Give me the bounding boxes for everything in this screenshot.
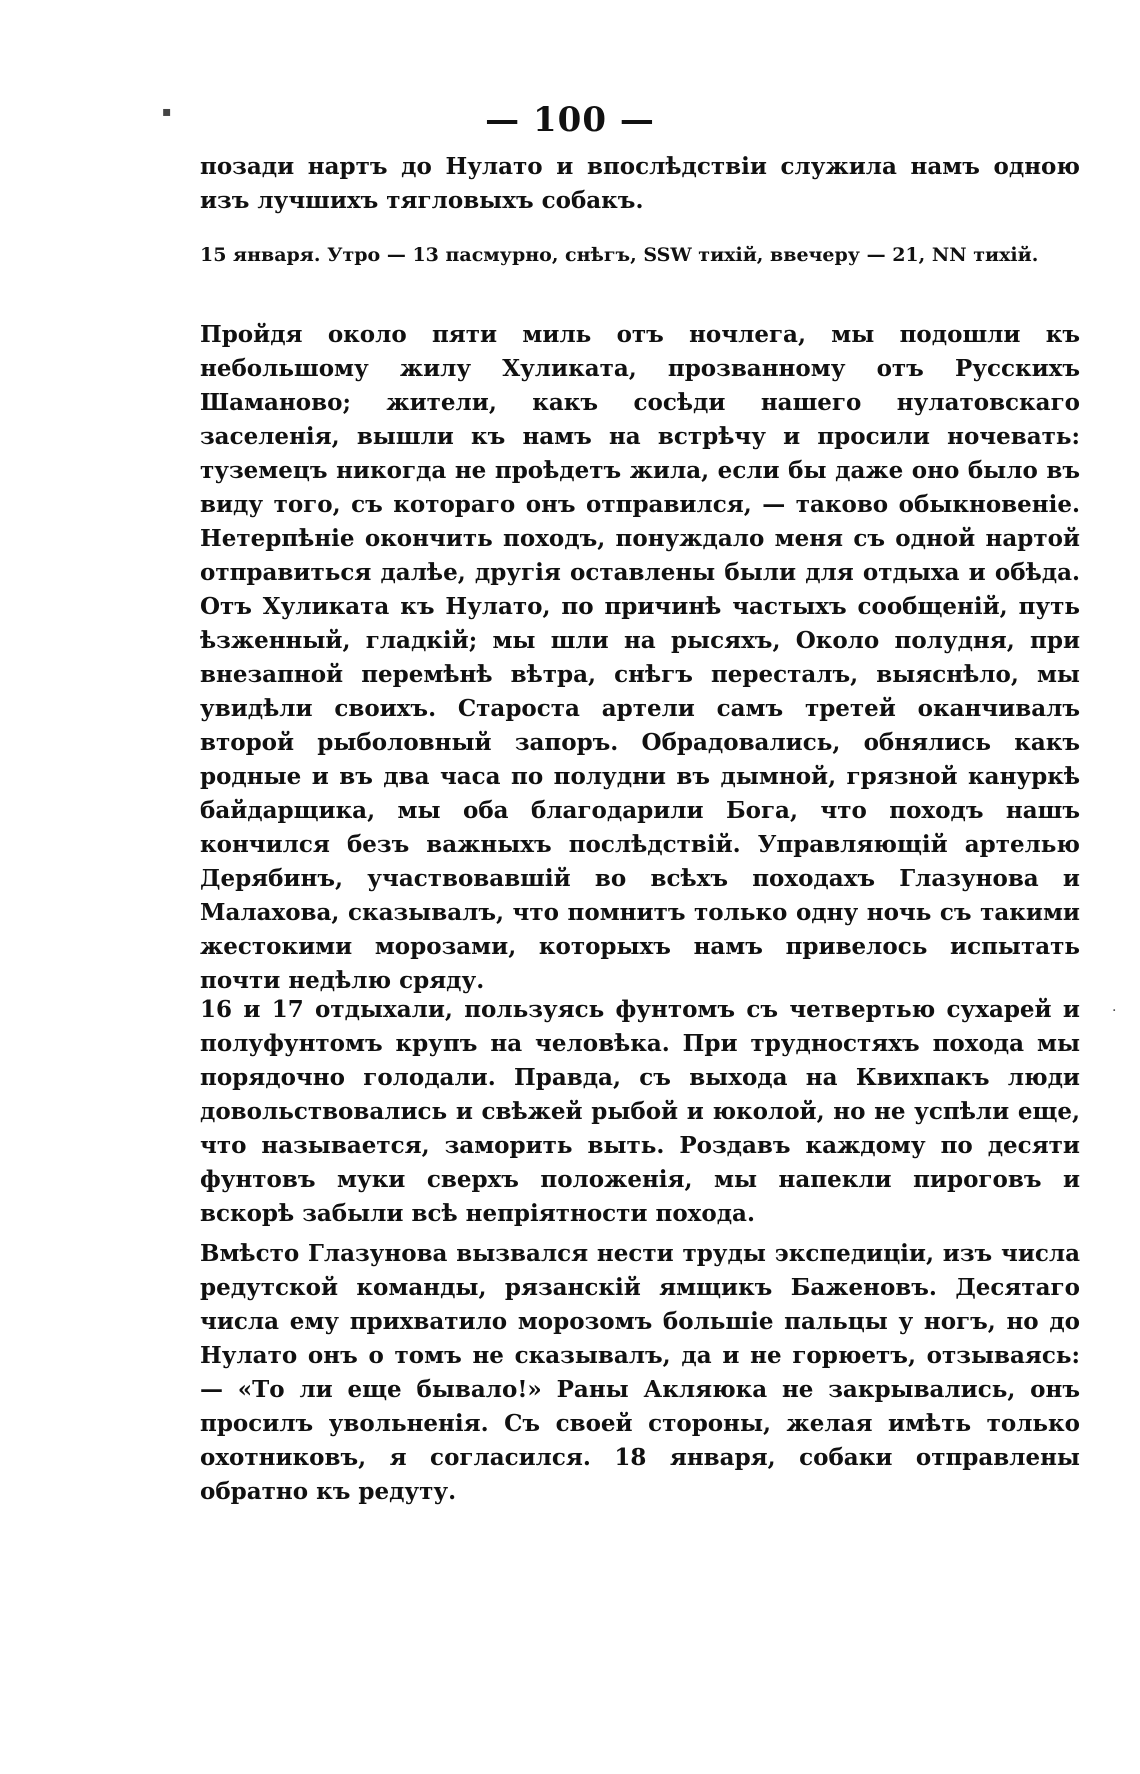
paragraph-text: Пройдя около пяти миль отъ ночлега, мы подошли къ небольшому жилу Хуликата, прозванному отъ Русскихъ Шаманово; жители, какъ сосѣди нашего нулатовскаго заселенія, вышли къ намъ на встрѣчу и просили ночевать: туземецъ никогда не проѣдетъ жила, если бы даже оно было въ виду того, съ котораго онъ отправился, — таково обыкновеніе. Нетерпѣніе окончить походъ, понуждало меня съ одной нартой отправиться далѣе, другія оставлены были для отдыха и обѣда. Отъ Хуликата къ Нулато, по причинѣ частыхъ сообщеній, путь ѣзженный, гладкій; мы шли на рысяхъ, Около полудня, при внезапной перемѣнѣ вѣтра, снѣгъ пересталъ, выяснѣло, мы увидѣли своихъ. Староста артели самъ третей оканчивалъ второй рыболовный запоръ. Обрадовались, обнялись какъ родные и въ два часа по полудни въ дымной, грязной кануркѣ байдарщика, мы оба благодарили Бога, что походъ нашъ кончился безъ важныхъ послѣдствій. Управляющій артелью Дерябинъ, участвовавшій во всѣхъ походахъ Глазунова и Малахова, сказывалъ, что помнитъ только одну ночь съ такими жестокими морозами, которыхъ намъ привелось испытать почти недѣлю сряду.	[200, 321, 1080, 994]
scan-mark-right: ·	[1112, 1003, 1117, 1019]
page-number: — 100 —	[485, 100, 655, 140]
weather-text: 15 января. Утро — 13 пасмурно, снѣгъ, SSW тихій, ввечеру — 21, NN тихій.	[200, 244, 1039, 266]
paragraph-continuation	[200, 150, 1080, 218]
paragraph-text: Вмѣсто Глазунова вызвался нести труды экспедиціи, изъ числа редутской команды, рязанскій ямщикъ Баженовъ. Десятаго числа ему прихватило морозомъ большіе пальцы у ногъ, но до Нулато онъ о томъ не сказывалъ, да и не горюетъ, отзываясь: — «То ли еще бывало!» Раны Акляюка не закрывались, онъ просилъ увольненія. Съ своей стороны, желая имѣть только охотниковъ, я согласился. 18 января, собаки отправлены обратно къ редуту.	[200, 1240, 1080, 1505]
paragraph-bazhenov	[200, 1237, 1080, 1509]
paragraph-rest-days	[200, 993, 1080, 1231]
scan-mark-left: ▪	[162, 104, 172, 120]
paragraph-hulikat	[200, 318, 1080, 998]
weather-entry	[200, 240, 1080, 270]
paragraph-text: 16 и 17 отдыхали, пользуясь фунтомъ съ четвертью сухарей и полуфунтомъ крупъ на человѣка. При трудностяхъ похода мы порядочно голодали. Правда, съ выхода на Квихпакъ люди довольствовались и свѣжей рыбой и юколой, но не успѣли еще, что называется, заморить выть. Роздавъ каждому по десяти фунтовъ муки сверхъ положенія, мы напекли пироговъ и вскорѣ забыли всѣ непріятности похода.	[200, 996, 1080, 1227]
paragraph-text: позади нартъ до Нулато и впослѣдствіи служила намъ одною изъ лучшихъ тягловыхъ собакъ.	[200, 153, 1080, 214]
